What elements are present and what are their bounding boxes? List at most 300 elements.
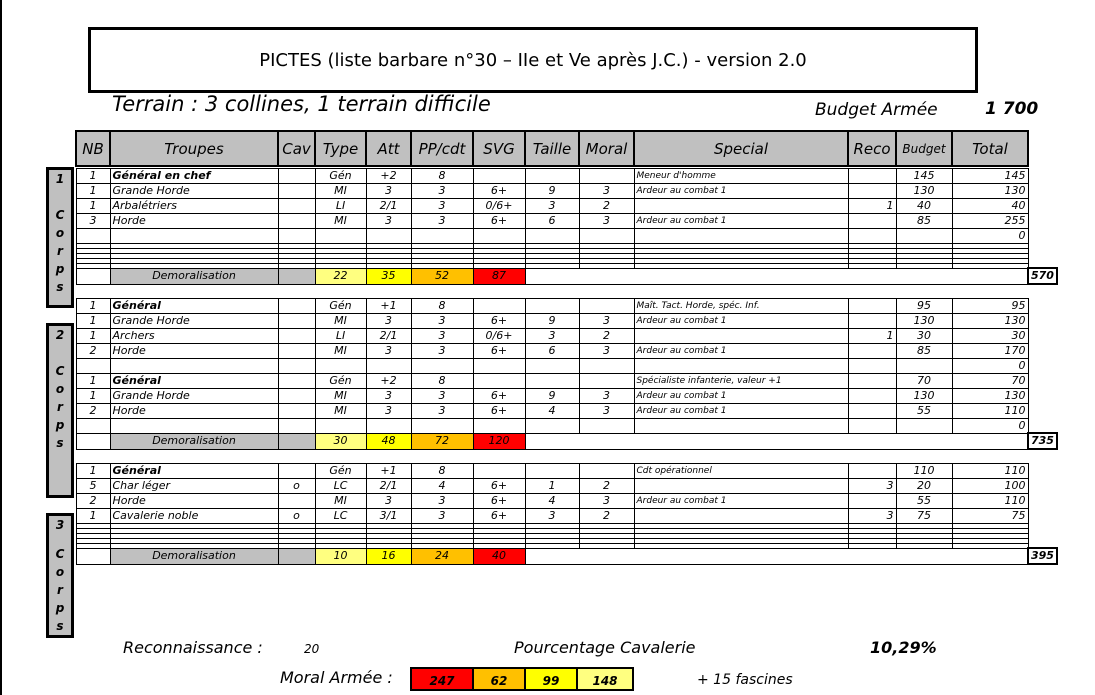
cell-svg: 6+ (473, 213, 525, 228)
cell-svg (473, 373, 525, 388)
cell-att: +2 (366, 168, 411, 183)
cell-special (634, 418, 848, 433)
cavalry-percentage-value: 10,29% (870, 638, 937, 657)
cell-special: Ardeur au combat 1 (634, 403, 848, 418)
demoralisation-label: Demoralisation (110, 433, 278, 449)
cell-att: 3 (366, 388, 411, 403)
cell-total: 75 (952, 508, 1028, 523)
cell-cav (278, 403, 315, 418)
demoralisation-yellow: 16 (366, 548, 411, 564)
cell-taille: 4 (525, 403, 579, 418)
demoralisation-red: 87 (473, 268, 525, 284)
cell-pp-cdt (411, 418, 473, 433)
cell-nb: 1 (76, 388, 110, 403)
cell-moral: 3 (579, 213, 634, 228)
side-letter: o (55, 226, 65, 240)
corps-total: 570 (1028, 268, 1057, 284)
cell-taille: 9 (525, 388, 579, 403)
side-letter: r (57, 583, 63, 597)
cell-reco: 1 (848, 198, 896, 213)
cell-type: MI (315, 213, 366, 228)
cell-type: Gén (315, 168, 366, 183)
cavalry-percentage-label: Pourcentage Cavalerie (514, 638, 696, 657)
cell-total: 110 (952, 463, 1028, 478)
cell-nb: 1 (76, 508, 110, 523)
cell-cav (278, 183, 315, 198)
cell-type: LI (315, 198, 366, 213)
cell-total: 170 (952, 343, 1028, 358)
cell-nb: 1 (76, 198, 110, 213)
cell-special (634, 508, 848, 523)
cell-cav (278, 358, 315, 373)
cell-cav (278, 198, 315, 213)
header-budget: Budget (896, 131, 952, 166)
cell-reco (848, 183, 896, 198)
corps-total: 395 (1028, 548, 1057, 564)
cell-svg (473, 298, 525, 313)
cell-budget: 130 (896, 313, 952, 328)
corps-3-side-label (46, 513, 74, 638)
cell-troupes: Général en chef (110, 168, 278, 183)
cell-att: 3 (366, 183, 411, 198)
cell-nb: 1 (76, 313, 110, 328)
cell-att: 2/1 (366, 328, 411, 343)
table-row (76, 358, 1057, 373)
cell-taille (525, 373, 579, 388)
cell-special (634, 358, 848, 373)
cell-budget: 70 (896, 373, 952, 388)
cell-type: MI (315, 493, 366, 508)
cell-special (634, 228, 848, 243)
cell-moral: 3 (579, 313, 634, 328)
cell-svg (473, 228, 525, 243)
cell-troupes (110, 228, 278, 243)
header-att: Att (366, 131, 411, 166)
cell-moral (579, 358, 634, 373)
cell-reco (848, 418, 896, 433)
cell-cav (278, 213, 315, 228)
cell-budget: 95 (896, 298, 952, 313)
cell-budget: 145 (896, 168, 952, 183)
cell-type: LI (315, 328, 366, 343)
cell-cav (278, 168, 315, 183)
cell-troupes: Grande Horde (110, 183, 278, 198)
cell-taille: 3 (525, 198, 579, 213)
cell-taille: 1 (525, 478, 579, 493)
cell-svg (473, 358, 525, 373)
cell-type: MI (315, 183, 366, 198)
corps-2-side-label (46, 323, 74, 498)
cell-reco (848, 213, 896, 228)
terrain-text: Terrain : 3 collines, 1 terrain difficile (112, 92, 491, 116)
cell-moral (579, 463, 634, 478)
cell-special: Ardeur au combat 1 (634, 343, 848, 358)
cell-reco (848, 168, 896, 183)
cell-svg: 6+ (473, 508, 525, 523)
cell-nb: 5 (76, 478, 110, 493)
cell-reco: 3 (848, 478, 896, 493)
demoralisation-light-yellow: 22 (315, 268, 366, 284)
cell-reco (848, 343, 896, 358)
cell-cav: o (278, 478, 315, 493)
cell-svg: 6+ (473, 343, 525, 358)
demoralisation-row (76, 268, 1057, 284)
cell-att: +1 (366, 463, 411, 478)
demoralisation-yellow: 35 (366, 268, 411, 284)
cell-att: 3 (366, 213, 411, 228)
cell-total: 110 (952, 403, 1028, 418)
budget-value: 1 700 (985, 99, 1039, 119)
cell-budget: 75 (896, 508, 952, 523)
header-troupes: Troupes (110, 131, 278, 166)
cell-cav (278, 328, 315, 343)
cell-troupes: Général (110, 298, 278, 313)
table-row (76, 493, 1057, 508)
cell-svg: 6+ (473, 183, 525, 198)
side-letter: 1 (55, 172, 65, 186)
cell-troupes (110, 418, 278, 433)
header-svg: SVG (473, 131, 525, 166)
side-letter: o (55, 565, 65, 579)
cell-att: +2 (366, 373, 411, 388)
table-row (76, 213, 1057, 228)
cell-pp-cdt (411, 228, 473, 243)
cell-troupes: Horde (110, 213, 278, 228)
cell-svg: 0/6+ (473, 328, 525, 343)
cell-reco (848, 298, 896, 313)
cell-total: 255 (952, 213, 1028, 228)
side-letter: p (55, 418, 65, 432)
cell-budget: 85 (896, 213, 952, 228)
cell-svg (473, 463, 525, 478)
cell-moral (579, 298, 634, 313)
cell-type: Gén (315, 298, 366, 313)
cell-nb: 1 (76, 463, 110, 478)
header-type: Type (315, 131, 366, 166)
demoralisation-label: Demoralisation (110, 548, 278, 564)
cell-budget (896, 228, 952, 243)
cell-nb (76, 418, 110, 433)
cell-special: Meneur d'homme (634, 168, 848, 183)
table-row (76, 373, 1057, 388)
reconnaissance-label: Reconnaissance : (123, 638, 263, 657)
table-row (76, 343, 1057, 358)
demoralisation-red: 120 (473, 433, 525, 449)
cell-troupes: Archers (110, 328, 278, 343)
side-letter: s (56, 280, 64, 294)
cell-budget: 55 (896, 403, 952, 418)
cell-cav: o (278, 508, 315, 523)
cell-total: 0 (952, 228, 1028, 243)
cell-total: 145 (952, 168, 1028, 183)
table-row (76, 228, 1057, 243)
cell-reco (848, 228, 896, 243)
cell-reco (848, 373, 896, 388)
cell-moral (579, 228, 634, 243)
side-letter: C (55, 208, 65, 222)
table-row (76, 418, 1057, 433)
army-morale-yellow: 99 (524, 667, 578, 691)
cell-reco (848, 493, 896, 508)
cell-cav (278, 388, 315, 403)
table-row (76, 168, 1057, 183)
cell-type (315, 418, 366, 433)
cell-att (366, 418, 411, 433)
cell-special: Ardeur au combat 1 (634, 313, 848, 328)
cell-troupes: Horde (110, 343, 278, 358)
cell-budget: 20 (896, 478, 952, 493)
document-title: PICTES (liste barbare n°30 – IIe et Ve après J.C.) - version 2.0 (259, 49, 807, 71)
demoralisation-red: 40 (473, 548, 525, 564)
cell-nb: 2 (76, 403, 110, 418)
demoralisation-orange: 24 (411, 548, 473, 564)
cell-taille (525, 228, 579, 243)
cell-budget: 30 (896, 328, 952, 343)
cell-att: 3 (366, 313, 411, 328)
cell-svg: 0/6+ (473, 198, 525, 213)
cell-special: Spécialiste infanterie, valeur +1 (634, 373, 848, 388)
cell-reco: 3 (848, 508, 896, 523)
cell-total: 0 (952, 358, 1028, 373)
cell-taille: 4 (525, 493, 579, 508)
cell-cav (278, 463, 315, 478)
cell-moral: 3 (579, 343, 634, 358)
cell-special (634, 328, 848, 343)
cell-total: 70 (952, 373, 1028, 388)
cell-cav (278, 373, 315, 388)
cell-att: 2/1 (366, 478, 411, 493)
cell-att: 3 (366, 493, 411, 508)
cell-pp-cdt: 4 (411, 478, 473, 493)
cell-pp-cdt: 3 (411, 403, 473, 418)
cell-pp-cdt: 3 (411, 313, 473, 328)
cell-type (315, 358, 366, 373)
cell-moral (579, 373, 634, 388)
cell-budget: 85 (896, 343, 952, 358)
cell-total: 110 (952, 493, 1028, 508)
cell-budget: 110 (896, 463, 952, 478)
cell-reco (848, 313, 896, 328)
cell-cav (278, 418, 315, 433)
demoralisation-orange: 72 (411, 433, 473, 449)
cell-pp-cdt (411, 358, 473, 373)
cell-special (634, 478, 848, 493)
table-row (76, 313, 1057, 328)
army-morale-red: 247 (410, 667, 474, 691)
cell-nb (76, 358, 110, 373)
header-row (76, 131, 1057, 166)
table-row (76, 403, 1057, 418)
cell-pp-cdt: 3 (411, 343, 473, 358)
demoralisation-row (76, 548, 1057, 564)
cell-reco: 1 (848, 328, 896, 343)
cell-special (634, 198, 848, 213)
cell-total: 130 (952, 388, 1028, 403)
document-title-box (88, 27, 978, 93)
cell-special: Ardeur au combat 1 (634, 213, 848, 228)
cell-type: LC (315, 508, 366, 523)
header-pp-cdt: PP/cdt (411, 131, 473, 166)
cell-nb: 3 (76, 213, 110, 228)
cell-troupes: Général (110, 463, 278, 478)
cell-pp-cdt: 3 (411, 213, 473, 228)
header-total: Total (952, 131, 1028, 166)
cell-pp-cdt: 8 (411, 463, 473, 478)
cell-reco (848, 463, 896, 478)
cell-att: 2/1 (366, 198, 411, 213)
side-letter: r (57, 244, 63, 258)
cell-troupes: Char léger (110, 478, 278, 493)
army-morale-label: Moral Armée : (280, 668, 393, 687)
cell-att: 3 (366, 343, 411, 358)
cell-troupes: Cavalerie noble (110, 508, 278, 523)
cell-total: 95 (952, 298, 1028, 313)
cell-pp-cdt: 3 (411, 198, 473, 213)
cell-pp-cdt: 3 (411, 508, 473, 523)
cell-att: +1 (366, 298, 411, 313)
army-list-table (75, 130, 1058, 565)
demoralisation-light-yellow: 30 (315, 433, 366, 449)
header-reco: Reco (848, 131, 896, 166)
cell-pp-cdt: 8 (411, 168, 473, 183)
cell-type: MI (315, 403, 366, 418)
table-row (76, 478, 1057, 493)
cell-taille: 9 (525, 183, 579, 198)
budget-label: Budget Armée (815, 100, 938, 120)
cell-troupes: Horde (110, 403, 278, 418)
demoralisation-yellow: 48 (366, 433, 411, 449)
cell-type: MI (315, 343, 366, 358)
cell-svg: 6+ (473, 478, 525, 493)
cell-moral: 3 (579, 493, 634, 508)
header-moral: Moral (579, 131, 634, 166)
side-letter: s (56, 436, 64, 450)
cell-special: Maît. Tact. Horde, spéc. Inf. (634, 298, 848, 313)
cell-special: Ardeur au combat 1 (634, 388, 848, 403)
cell-pp-cdt: 3 (411, 493, 473, 508)
cell-special: Ardeur au combat 1 (634, 183, 848, 198)
cell-nb: 1 (76, 328, 110, 343)
header-cav: Cav (278, 131, 315, 166)
cell-special: Cdt opérationnel (634, 463, 848, 478)
cell-cav (278, 298, 315, 313)
army-morale-light-yellow: 148 (576, 667, 634, 691)
cell-troupes: Grande Horde (110, 388, 278, 403)
cell-cav (278, 343, 315, 358)
cell-pp-cdt: 3 (411, 388, 473, 403)
cell-moral (579, 168, 634, 183)
cell-troupes: Arbalétriers (110, 198, 278, 213)
cell-budget: 130 (896, 388, 952, 403)
side-letter: C (55, 364, 65, 378)
cell-special: Ardeur au combat 1 (634, 493, 848, 508)
corps-1-side-label (46, 167, 74, 308)
side-letter: C (55, 547, 65, 561)
cell-troupes: Horde (110, 493, 278, 508)
cell-nb: 2 (76, 493, 110, 508)
table-row (76, 508, 1057, 523)
cell-budget (896, 418, 952, 433)
page-left-border (0, 0, 2, 695)
cell-reco (848, 388, 896, 403)
cell-cav (278, 493, 315, 508)
cell-svg: 6+ (473, 313, 525, 328)
cell-svg: 6+ (473, 403, 525, 418)
cell-taille: 6 (525, 213, 579, 228)
cell-budget: 130 (896, 183, 952, 198)
cell-total: 0 (952, 418, 1028, 433)
cell-nb: 1 (76, 373, 110, 388)
table-row (76, 198, 1057, 213)
cell-nb: 2 (76, 343, 110, 358)
cell-total: 130 (952, 313, 1028, 328)
cell-att (366, 228, 411, 243)
cell-taille: 3 (525, 508, 579, 523)
cell-budget: 40 (896, 198, 952, 213)
table-row (76, 183, 1057, 198)
cell-budget (896, 358, 952, 373)
cell-pp-cdt: 3 (411, 328, 473, 343)
side-letter: 3 (55, 518, 65, 532)
demoralisation-label: Demoralisation (110, 268, 278, 284)
cell-moral: 3 (579, 403, 634, 418)
header-nb: NB (76, 131, 110, 166)
army-morale-orange: 62 (472, 667, 526, 691)
cell-cav (278, 228, 315, 243)
reconnaissance-value: 20 (304, 642, 320, 656)
table-row (76, 388, 1057, 403)
fascines-note: + 15 fascines (697, 672, 793, 688)
cell-budget: 55 (896, 493, 952, 508)
cell-taille: 9 (525, 313, 579, 328)
cell-type: Gén (315, 373, 366, 388)
cell-total: 30 (952, 328, 1028, 343)
cell-moral (579, 418, 634, 433)
corps-total: 735 (1028, 433, 1057, 449)
cell-moral: 2 (579, 328, 634, 343)
cell-reco (848, 403, 896, 418)
cell-taille: 6 (525, 343, 579, 358)
cell-troupes: Grande Horde (110, 313, 278, 328)
header-special: Special (634, 131, 848, 166)
cell-svg (473, 418, 525, 433)
cell-total: 100 (952, 478, 1028, 493)
cell-troupes (110, 358, 278, 373)
cell-att: 3 (366, 403, 411, 418)
cell-total: 40 (952, 198, 1028, 213)
cell-type: MI (315, 388, 366, 403)
cell-taille: 3 (525, 328, 579, 343)
cell-nb: 1 (76, 168, 110, 183)
header-taille: Taille (525, 131, 579, 166)
demoralisation-orange: 52 (411, 268, 473, 284)
table-row (76, 298, 1057, 313)
cell-taille (525, 358, 579, 373)
cell-cav (278, 313, 315, 328)
cell-moral: 3 (579, 183, 634, 198)
cell-taille (525, 168, 579, 183)
cell-svg: 6+ (473, 388, 525, 403)
cell-total: 130 (952, 183, 1028, 198)
cell-nb: 1 (76, 298, 110, 313)
cell-taille (525, 418, 579, 433)
cell-type (315, 228, 366, 243)
cell-moral: 2 (579, 198, 634, 213)
table-row (76, 328, 1057, 343)
side-letter: 2 (55, 328, 65, 342)
side-letter: s (56, 619, 64, 633)
cell-pp-cdt: 8 (411, 373, 473, 388)
